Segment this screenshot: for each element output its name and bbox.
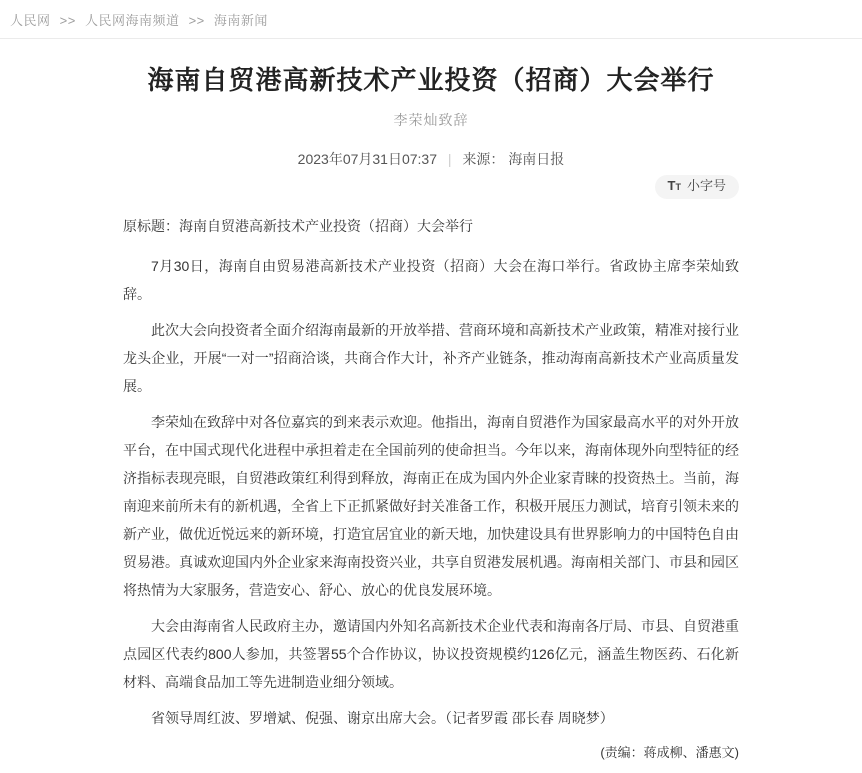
paragraph: 大会由海南省人民政府主办，邀请国内外知名高新技术企业代表和海南各厅局、市县、自贸港重点园区代表约800人参加，共签署55个合作协议，协议投资规模约126亿元，涵盖生物医药、石化新材料、高端食品加工等先进制造业细分领域。 [123, 618, 739, 690]
paragraph: 李荣灿在致辞中对各位嘉宾的到来表示欢迎。他指出，海南自贸港作为国家最高水平的对外开放平台，在中国式现代化进程中承担着走在全国前列的使命担当。今年以来，海南体现外向型特征的经济指标表现亮眼，自贸港政策红利得到释放，海南正在成为国内外企业家青睐的投资热土。当前，海南迎来前所未有的新机遇，全省上下正抓紧做好封关准备工作，积极开展压力测试，培育引领未来的新产业，做优近悦远来的新环境，打造宜居宜业的新天地，加快建设具有世界影响力的中国特色自由贸易港。真诚欢迎国内外企业家来海南投资兴业，共享自贸港发展机遇。海南相关部门、市县和园区将热情为大家服务，营造安心、舒心、放心的优良发展环境。 [123, 414, 739, 598]
original-title-line: 原标题：海南自贸港高新技术产业投资（招商）大会举行 [123, 218, 473, 234]
paragraph: 7月30日，海南自由贸易港高新技术产业投资（招商）大会在海口举行。省政协主席李荣灿致辞。 [123, 258, 739, 302]
article-header [0, 39, 862, 169]
font-size-icon: T [667, 178, 676, 193]
breadcrumb-separator: >> [59, 13, 76, 28]
breadcrumb [0, 0, 862, 39]
breadcrumb-link-hainan-channel[interactable]: 人民网海南频道 [84, 13, 180, 28]
article-subtitle: 李荣灿致辞 [393, 112, 469, 128]
article-body [123, 212, 739, 732]
font-size-label: 小字号 [686, 178, 726, 193]
breadcrumb-separator: >> [188, 13, 205, 28]
source-name: 海南日报 [508, 151, 565, 167]
page-title: 海南自贸港高新技术产业投资（招商）大会举行 [147, 65, 715, 95]
article-toolbar [123, 175, 739, 199]
editor-credit: (责编：蒋成柳、潘惠文) [600, 745, 739, 760]
breadcrumb-link-hainan-news[interactable]: 海南新闻 [213, 13, 268, 28]
font-size-icon: T [675, 182, 681, 192]
breadcrumb-link-peoples-daily[interactable]: 人民网 [10, 13, 51, 28]
article-meta [0, 149, 862, 169]
source-label: 来源： [462, 151, 505, 167]
paragraph: 省领导周红波、罗增斌、倪强、谢京出席大会。（记者罗霞 邵长春 周晓梦） [151, 710, 614, 726]
font-size-button[interactable] [655, 175, 739, 199]
paragraph: 此次大会向投资者全面介绍海南最新的开放举措、营商环境和高新技术产业政策，精准对接行业龙头企业，开展“一对一”招商洽谈，共商合作大计，补齐产业链条，推动海南高新技术产业高质量发展。 [123, 322, 739, 394]
meta-separator: | [447, 151, 452, 167]
publish-date: 2023年07月31日07:37 [297, 151, 437, 167]
